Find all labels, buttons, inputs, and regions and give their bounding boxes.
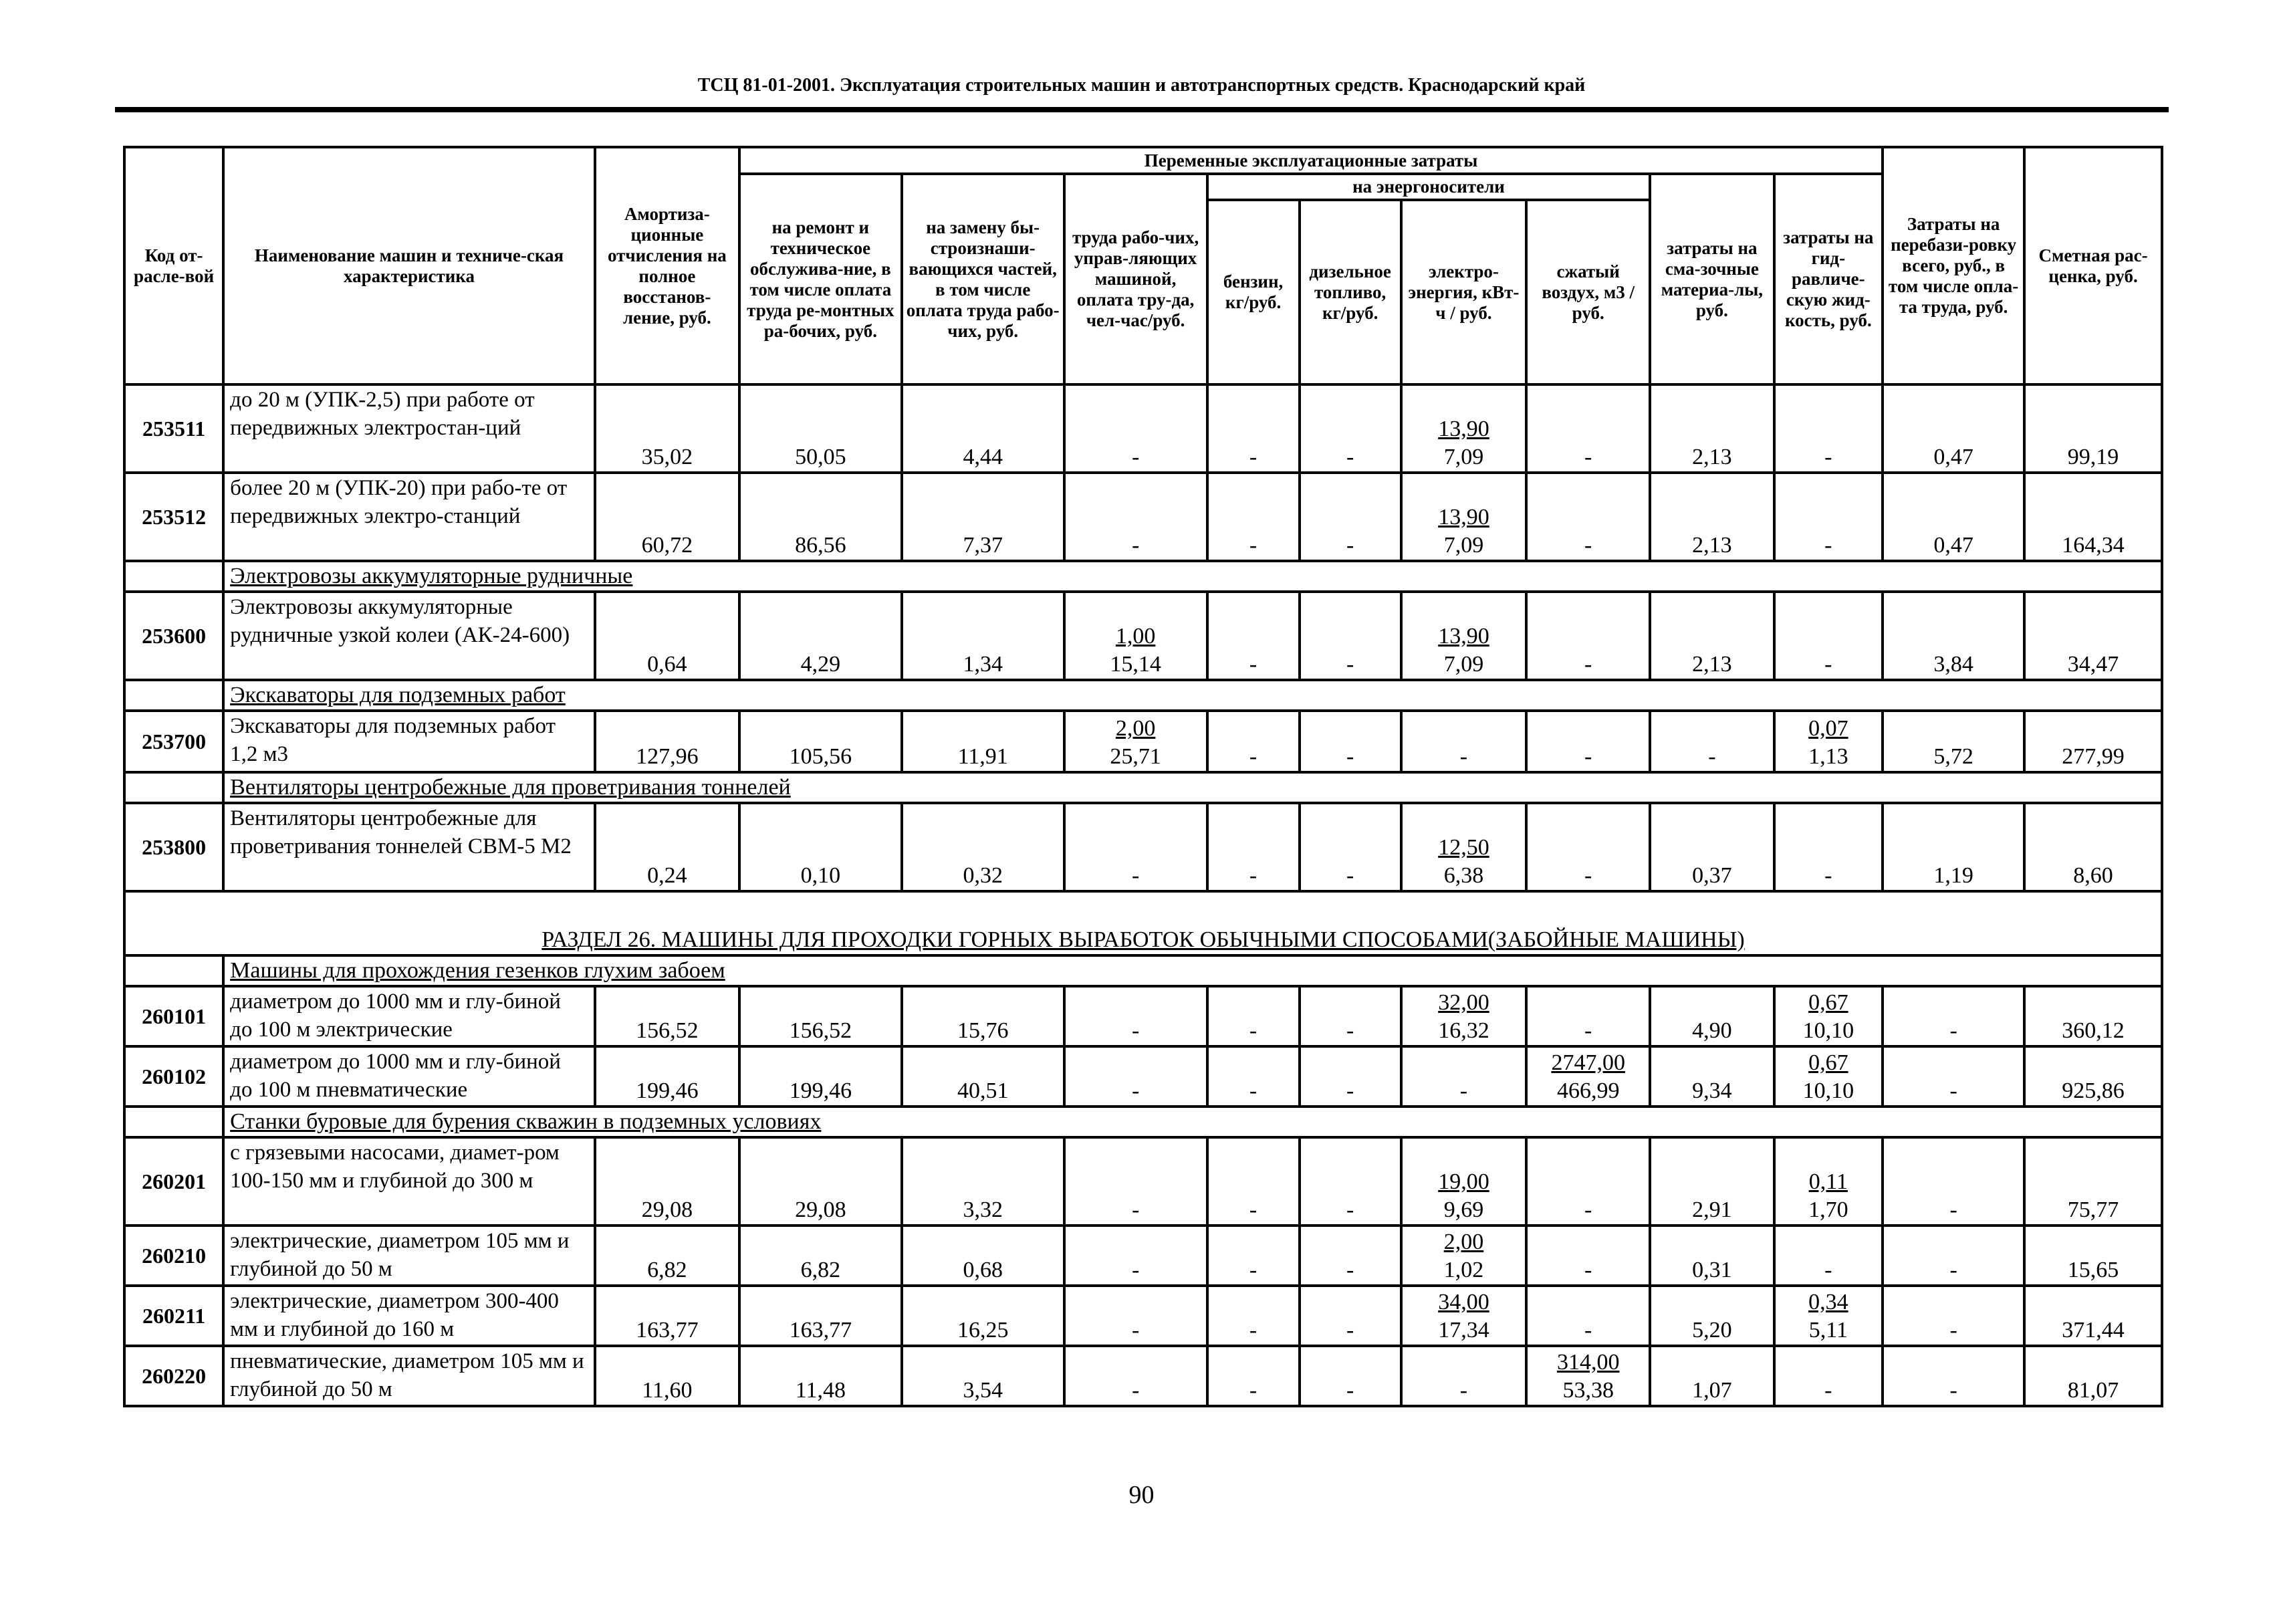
cell-electric-top: 12,50: [1438, 835, 1489, 860]
cell-estimate: 99,19: [2024, 384, 2162, 473]
cell-amort: 156,52: [595, 986, 739, 1046]
row-name: диаметром до 1000 мм и глу-биной до 100 м пневматические: [223, 1046, 595, 1107]
cell-air: [1526, 592, 1650, 680]
cell-gasoline: -: [1207, 1346, 1300, 1406]
cell-repair: 4,29: [739, 592, 902, 680]
cell-hydraulic-top: 0,11: [1808, 1169, 1848, 1194]
cell-relocation: 0,47: [1883, 384, 2024, 473]
col-header-code: Код от-расле-вой: [124, 147, 223, 384]
cell-air: [1526, 1286, 1650, 1346]
cell-gasoline: -: [1207, 1226, 1300, 1286]
cell-labor-value: -: [1131, 1258, 1140, 1282]
col-header-amortization: Амортиза-ционные отчисления на полное восстанов-ление, руб.: [595, 147, 739, 384]
col-header-diesel: дизельное топливо, кг/руб.: [1300, 200, 1401, 384]
cell-air: [1526, 1046, 1650, 1107]
cell-labor-value: -: [1131, 1018, 1140, 1043]
cell-repair: 86,56: [739, 473, 902, 561]
cell-air: [1526, 1346, 1650, 1406]
cell-electric: [1401, 592, 1526, 680]
table-row: [124, 1286, 2162, 1346]
cell-electric-top: 19,00: [1438, 1169, 1489, 1194]
table-body: [124, 384, 2162, 1406]
cell-hydraulic: [1774, 1346, 1883, 1406]
cell-relocation: -: [1883, 1137, 2024, 1226]
section-title: РАЗДЕЛ 26. МАШИНЫ ДЛЯ ПРОХОДКИ ГОРНЫХ ВЫРАБОТОК ОБЫЧНЫМИ СПОСОБАМИ(ЗАБОЙНЫЕ МАШИНЫ): [124, 891, 2162, 955]
table-row: [124, 1226, 2162, 1286]
cell-diesel: -: [1300, 986, 1401, 1046]
cell-electric-top: 13,90: [1438, 624, 1489, 649]
cell-parts: 0,32: [902, 803, 1064, 891]
cell-hydraulic: [1774, 986, 1883, 1046]
row-name: электрические, диаметром 105 мм и глубиной до 50 м: [223, 1226, 595, 1286]
cell-electric-value: -: [1459, 1378, 1468, 1403]
cell-labor: [1064, 1046, 1207, 1107]
cell-hydraulic-value: -: [1824, 1258, 1832, 1282]
cell-electric: [1401, 384, 1526, 473]
cell-relocation: 5,72: [1883, 711, 2024, 772]
cell-lubricants: -: [1650, 711, 1774, 772]
cell-hydraulic-value: -: [1824, 445, 1832, 469]
cell-air-value: 53,38: [1562, 1378, 1614, 1403]
col-header-lubricants: затраты на сма-зочные материа-лы, руб.: [1650, 174, 1774, 384]
row-code: 260210: [124, 1226, 223, 1286]
cell-electric-top: 32,00: [1438, 990, 1489, 1015]
cell-relocation: -: [1883, 1286, 2024, 1346]
cell-electric-value: 7,09: [1443, 533, 1484, 558]
header-rule: [115, 107, 2169, 112]
row-code: 260102: [124, 1046, 223, 1107]
cell-labor: [1064, 473, 1207, 561]
cell-parts: 11,91: [902, 711, 1064, 772]
cell-estimate: 75,77: [2024, 1137, 2162, 1226]
cell-air: [1526, 384, 1650, 473]
row-code-cell: [124, 680, 223, 711]
row-code: 260201: [124, 1137, 223, 1226]
cell-electric: [1401, 473, 1526, 561]
cell-air-value: -: [1584, 1197, 1592, 1222]
table-row: [124, 1346, 2162, 1406]
cell-lubricants: 0,37: [1650, 803, 1774, 891]
cell-gasoline: -: [1207, 473, 1300, 561]
cell-air-value: -: [1584, 863, 1592, 888]
cell-amort: 60,72: [595, 473, 739, 561]
cell-air-value: -: [1584, 744, 1592, 769]
cell-labor: [1064, 592, 1207, 680]
cell-electric-top: 13,90: [1438, 505, 1489, 530]
cell-hydraulic: [1774, 803, 1883, 891]
cell-amort: 163,77: [595, 1286, 739, 1346]
cell-estimate: 164,34: [2024, 473, 2162, 561]
cell-diesel: -: [1300, 384, 1401, 473]
page-number: 90: [1128, 1481, 1155, 1509]
cell-hydraulic-value: 10,10: [1802, 1018, 1854, 1043]
row-name: Экскаваторы для подземных работ 1,2 м3: [223, 711, 595, 772]
group-row: [124, 955, 2162, 986]
cell-labor: [1064, 803, 1207, 891]
cell-repair: 11,48: [739, 1346, 902, 1406]
row-name: диаметром до 1000 мм и глу-биной до 100 м электрические: [223, 986, 595, 1046]
row-code: 253511: [124, 384, 223, 473]
table-row: [124, 473, 2162, 561]
cell-hydraulic-value: 1,13: [1808, 744, 1848, 769]
row-name: более 20 м (УПК-20) при рабо-те от передвижных электро-станций: [223, 473, 595, 561]
price-table: [123, 146, 2163, 1407]
cell-parts: 15,76: [902, 986, 1064, 1046]
cell-labor-value: -: [1131, 533, 1140, 558]
cell-electric-top: 2,00: [1443, 1230, 1484, 1254]
cell-diesel: -: [1300, 803, 1401, 891]
cell-hydraulic-top: 0,34: [1808, 1290, 1848, 1314]
cell-hydraulic-value: 1,70: [1808, 1197, 1848, 1222]
cell-air-value: -: [1584, 533, 1592, 558]
cell-hydraulic: [1774, 1137, 1883, 1226]
cell-parts: 16,25: [902, 1286, 1064, 1346]
cell-air: [1526, 803, 1650, 891]
cell-relocation: 3,84: [1883, 592, 2024, 680]
cell-repair: 163,77: [739, 1286, 902, 1346]
cell-repair: 105,56: [739, 711, 902, 772]
cell-labor-value: -: [1131, 1197, 1140, 1222]
group-title: Станки буровые для бурения скважин в подземных условиях: [223, 1107, 2162, 1137]
group-title: Электровозы аккумуляторные рудничные: [223, 561, 2162, 592]
cell-relocation: 1,19: [1883, 803, 2024, 891]
cell-electric: [1401, 1346, 1526, 1406]
cell-hydraulic: [1774, 473, 1883, 561]
cell-estimate: 371,44: [2024, 1286, 2162, 1346]
cell-amort: 35,02: [595, 384, 739, 473]
cell-labor-value: -: [1131, 1318, 1140, 1343]
cell-electric-value: 7,09: [1443, 445, 1484, 469]
cell-diesel: -: [1300, 592, 1401, 680]
row-code-cell: [124, 561, 223, 592]
row-code-cell: [124, 1107, 223, 1137]
running-header: ТСЦ 81-01-2001. Эксплуатация строительных машин и автотранспортных средств. Краснодарский край: [697, 75, 1586, 96]
cell-relocation: -: [1883, 986, 2024, 1046]
row-code: 260101: [124, 986, 223, 1046]
cell-amort: 6,82: [595, 1226, 739, 1286]
cell-gasoline: -: [1207, 1046, 1300, 1107]
col-header-estimate: Сметная рас-ценка, руб.: [2024, 147, 2162, 384]
cell-labor-value: -: [1131, 1378, 1140, 1403]
cell-lubricants: 0,31: [1650, 1226, 1774, 1286]
col-header-relocation: Затраты на перебази-ровку всего, руб., в том числе опла-та труда, руб.: [1883, 147, 2024, 384]
row-name: до 20 м (УПК-2,5) при работе от передвижных электростан-ций: [223, 384, 595, 473]
cell-diesel: -: [1300, 1046, 1401, 1107]
cell-repair: 199,46: [739, 1046, 902, 1107]
cell-hydraulic: [1774, 592, 1883, 680]
row-code: 260220: [124, 1346, 223, 1406]
row-name: с грязевыми насосами, диамет-ром 100-150 мм и глубиной до 300 м: [223, 1137, 595, 1226]
cell-labor: [1064, 1137, 1207, 1226]
cell-hydraulic: [1774, 1286, 1883, 1346]
cell-labor-value: -: [1131, 863, 1140, 888]
cell-air: [1526, 986, 1650, 1046]
cell-amort: 199,46: [595, 1046, 739, 1107]
cell-labor: [1064, 1346, 1207, 1406]
cell-electric-value: 7,09: [1443, 652, 1484, 677]
cell-amort: 29,08: [595, 1137, 739, 1226]
cell-hydraulic-value: 10,10: [1802, 1078, 1854, 1103]
cell-hydraulic-top: 0,67: [1808, 1050, 1848, 1075]
cell-parts: 0,68: [902, 1226, 1064, 1286]
cell-estimate: 15,65: [2024, 1226, 2162, 1286]
group-title: Машины для прохождения гезенков глухим забоем: [223, 955, 2162, 986]
cell-estimate: 925,86: [2024, 1046, 2162, 1107]
cell-electric-value: 1,02: [1443, 1258, 1484, 1282]
cell-labor: [1064, 986, 1207, 1046]
cell-hydraulic: [1774, 384, 1883, 473]
cell-lubricants: 9,34: [1650, 1046, 1774, 1107]
cell-gasoline: -: [1207, 711, 1300, 772]
cell-estimate: 34,47: [2024, 592, 2162, 680]
cell-diesel: -: [1300, 711, 1401, 772]
cell-amort: 0,24: [595, 803, 739, 891]
cell-estimate: 81,07: [2024, 1346, 2162, 1406]
row-name: электрические, диаметром 300-400 мм и глубиной до 160 м: [223, 1286, 595, 1346]
col-header-compressed-air: сжатый воздух, м3 / руб.: [1526, 200, 1650, 384]
cell-electric: [1401, 1286, 1526, 1346]
cell-labor: [1064, 384, 1207, 473]
cell-relocation: 0,47: [1883, 473, 2024, 561]
cell-electric: [1401, 986, 1526, 1046]
row-code: 260211: [124, 1286, 223, 1346]
cell-repair: 6,82: [739, 1226, 902, 1286]
cell-gasoline: -: [1207, 384, 1300, 473]
cell-labor-value: -: [1131, 1078, 1140, 1103]
cell-air-value: -: [1584, 445, 1592, 469]
table-row: [124, 1046, 2162, 1107]
col-header-hydraulic: затраты на гид-равличе-скую жид-кость, руб.: [1774, 174, 1883, 384]
cell-electric: [1401, 711, 1526, 772]
cell-repair: 156,52: [739, 986, 902, 1046]
cell-amort: 0,64: [595, 592, 739, 680]
cell-electric-value: -: [1459, 744, 1468, 769]
cell-labor: [1064, 1226, 1207, 1286]
cell-electric-value: 6,38: [1443, 863, 1484, 888]
cell-lubricants: 2,13: [1650, 384, 1774, 473]
cell-electric-value: -: [1459, 1078, 1468, 1103]
table-row: [124, 986, 2162, 1046]
cell-air: [1526, 1137, 1650, 1226]
cell-lubricants: 4,90: [1650, 986, 1774, 1046]
cell-labor-value: 15,14: [1110, 652, 1161, 677]
cell-diesel: -: [1300, 1226, 1401, 1286]
cell-electric: [1401, 1226, 1526, 1286]
cell-gasoline: -: [1207, 592, 1300, 680]
col-header-parts: на замену бы-строизнаши-вающихся частей, в том числе оплата труда рабо-чих, руб.: [902, 174, 1064, 384]
cell-amort: 11,60: [595, 1346, 739, 1406]
cell-repair: 0,10: [739, 803, 902, 891]
cell-relocation: -: [1883, 1346, 2024, 1406]
cell-diesel: -: [1300, 1286, 1401, 1346]
col-header-repair: на ремонт и техническое обслужива-ние, в том числе оплата труда ре-монтных ра-бочих, руб.: [739, 174, 902, 384]
cell-hydraulic-value: 5,11: [1808, 1318, 1848, 1343]
cell-gasoline: -: [1207, 986, 1300, 1046]
cell-electric-value: 17,34: [1438, 1318, 1489, 1343]
cell-labor: [1064, 1286, 1207, 1346]
col-header-gasoline: бензин, кг/руб.: [1207, 200, 1300, 384]
cell-air-value: -: [1584, 1258, 1592, 1282]
row-name: пневматические, диаметром 105 мм и глубиной до 50 м: [223, 1346, 595, 1406]
col-header-electric: электро-энергия, кВт-ч / руб.: [1401, 200, 1526, 384]
cell-labor-value: 25,71: [1110, 744, 1161, 769]
cell-electric-value: 16,32: [1438, 1018, 1489, 1043]
cell-diesel: -: [1300, 473, 1401, 561]
cell-electric: [1401, 1046, 1526, 1107]
cell-air-value: -: [1584, 652, 1592, 677]
cell-air-value: -: [1584, 1318, 1592, 1343]
cell-air-value: -: [1584, 1018, 1592, 1043]
cell-parts: 4,44: [902, 384, 1064, 473]
group-row: [124, 561, 2162, 592]
group-row: [124, 1107, 2162, 1137]
col-header-name: Наименование машин и техниче-ская характеристика: [223, 147, 595, 384]
section-row: [124, 891, 2162, 955]
cell-parts: 3,32: [902, 1137, 1064, 1226]
cell-electric-top: 34,00: [1438, 1290, 1489, 1314]
cell-labor: [1064, 711, 1207, 772]
cell-hydraulic-top: 0,07: [1808, 716, 1848, 741]
cell-gasoline: -: [1207, 803, 1300, 891]
row-code-cell: [124, 955, 223, 986]
table-row: [124, 592, 2162, 680]
table-row: [124, 803, 2162, 891]
cell-electric-top: 13,90: [1438, 417, 1489, 441]
col-header-labor: труда рабо-чих, управ-ляющих машиной, оплата тру-да, чел-час/руб.: [1064, 174, 1207, 384]
cell-estimate: 360,12: [2024, 986, 2162, 1046]
col-header-energy: на энергоносители: [1207, 174, 1651, 200]
cell-lubricants: 2,91: [1650, 1137, 1774, 1226]
cell-parts: 1,34: [902, 592, 1064, 680]
cell-lubricants: 2,13: [1650, 592, 1774, 680]
cell-hydraulic: [1774, 1046, 1883, 1107]
row-code: 253600: [124, 592, 223, 680]
cell-hydraulic-value: -: [1824, 863, 1832, 888]
cell-air-value: 466,99: [1556, 1078, 1620, 1103]
cell-lubricants: 1,07: [1650, 1346, 1774, 1406]
cell-hydraulic-top: 0,67: [1808, 990, 1848, 1015]
cell-estimate: 277,99: [2024, 711, 2162, 772]
cell-air-top: 2747,00: [1551, 1050, 1625, 1075]
cell-hydraulic: [1774, 1226, 1883, 1286]
cell-air: [1526, 711, 1650, 772]
row-code: 253512: [124, 473, 223, 561]
col-header-variable-costs: Переменные эксплуатационные затраты: [739, 147, 1883, 174]
row-code: 253700: [124, 711, 223, 772]
cell-hydraulic: [1774, 711, 1883, 772]
cell-diesel: -: [1300, 1346, 1401, 1406]
cell-hydraulic-value: -: [1824, 652, 1832, 677]
cell-amort: 127,96: [595, 711, 739, 772]
cell-parts: 40,51: [902, 1046, 1064, 1107]
cell-labor-top: 1,00: [1115, 624, 1156, 649]
cell-electric-value: 9,69: [1443, 1197, 1484, 1222]
cell-electric: [1401, 1137, 1526, 1226]
table-row: [124, 711, 2162, 772]
cell-air: [1526, 1226, 1650, 1286]
cell-relocation: -: [1883, 1226, 2024, 1286]
cell-gasoline: -: [1207, 1137, 1300, 1226]
cell-repair: 29,08: [739, 1137, 902, 1226]
cell-labor-top: 2,00: [1115, 716, 1156, 741]
cell-parts: 7,37: [902, 473, 1064, 561]
cell-hydraulic-value: -: [1824, 1378, 1832, 1403]
cell-air: [1526, 473, 1650, 561]
cell-labor-value: -: [1131, 445, 1140, 469]
row-code-cell: [124, 772, 223, 803]
table-row: [124, 384, 2162, 473]
cell-gasoline: -: [1207, 1286, 1300, 1346]
row-name: Электровозы аккумуляторные рудничные узкой колеи (АК-24-600): [223, 592, 595, 680]
cell-diesel: -: [1300, 1137, 1401, 1226]
cell-lubricants: 2,13: [1650, 473, 1774, 561]
cell-parts: 3,54: [902, 1346, 1064, 1406]
cell-repair: 50,05: [739, 384, 902, 473]
cell-electric: [1401, 803, 1526, 891]
row-code: 253800: [124, 803, 223, 891]
group-row: [124, 772, 2162, 803]
cell-estimate: 8,60: [2024, 803, 2162, 891]
group-title: Экскаваторы для подземных работ: [223, 680, 2162, 711]
cell-relocation: -: [1883, 1046, 2024, 1107]
cell-air-top: 314,00: [1556, 1350, 1620, 1375]
group-row: [124, 680, 2162, 711]
table-row: [124, 1137, 2162, 1226]
group-title: Вентиляторы центробежные для проветривания тоннелей: [223, 772, 2162, 803]
cell-lubricants: 5,20: [1650, 1286, 1774, 1346]
cell-hydraulic-value: -: [1824, 533, 1832, 558]
row-name: Вентиляторы центробежные для проветривания тоннелей СВМ-5 М2: [223, 803, 595, 891]
